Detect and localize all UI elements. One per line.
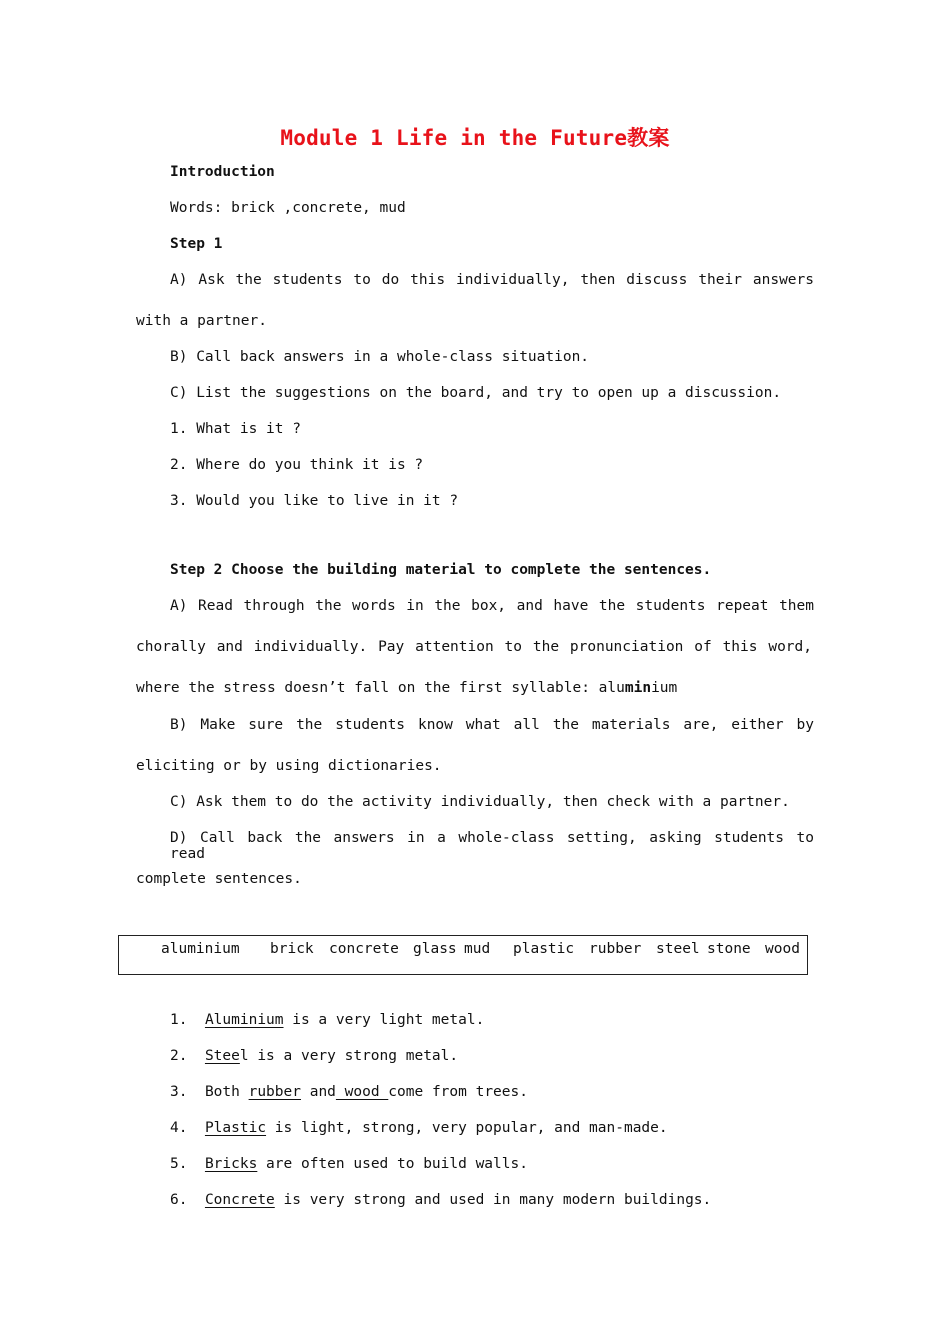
sentence-number: 2. bbox=[170, 1048, 188, 1064]
step2-a-line3 bbox=[136, 680, 677, 696]
word-box-item: stone bbox=[707, 941, 751, 957]
sentence-number: 4. bbox=[170, 1120, 188, 1136]
sentence-text: are often used to build walls. bbox=[257, 1156, 528, 1172]
sentence-text: and bbox=[300, 1084, 336, 1100]
sentence-number: 3. bbox=[170, 1084, 188, 1100]
introduction-heading: Introduction bbox=[170, 164, 275, 180]
step2-d-line1: D) Call back the answers in a whole-class setting, asking students to read bbox=[170, 830, 814, 862]
step1-heading: Step 1 bbox=[170, 236, 223, 252]
sentence-4 bbox=[170, 1120, 668, 1136]
step1-c: C) List the suggestions on the board, and try to open up a discussion. bbox=[170, 385, 782, 401]
step1-a-line1: A) Ask the students to do this individually, then discuss their answers bbox=[170, 272, 814, 288]
answer-blank: wood bbox=[335, 1084, 389, 1100]
answer-blank: rubber bbox=[248, 1084, 301, 1100]
word-box-item: steel bbox=[656, 941, 700, 957]
step2-a-line3-pre: where the stress doesn’t fall on the first syllable: alu bbox=[136, 680, 625, 696]
stressed-syllable: min bbox=[624, 680, 652, 696]
sentence-text: is light, strong, very popular, and man-made. bbox=[266, 1120, 668, 1136]
word-box-item: glass bbox=[413, 941, 457, 957]
step1-question-2: 2. Where do you think it is ? bbox=[170, 457, 424, 473]
word-box-item: concrete bbox=[329, 941, 399, 957]
answer-blank: Concrete bbox=[204, 1192, 275, 1208]
document-title: Module 1 Life in the Future教案 bbox=[280, 126, 670, 150]
word-box-item: rubber bbox=[589, 941, 642, 957]
sentence-3 bbox=[170, 1084, 528, 1100]
step2-heading: Step 2 Choose the building material to complete the sentences. bbox=[170, 562, 712, 578]
step2-b-line1: B) Make sure the students know what all the materials are, either by bbox=[170, 717, 814, 733]
step1-a-line2: with a partner. bbox=[136, 313, 267, 329]
step2-a-line3-post: ium bbox=[651, 680, 678, 696]
sentence-6 bbox=[170, 1192, 711, 1208]
sentence-1 bbox=[170, 1012, 484, 1028]
words-line: Words: brick ,concrete, mud bbox=[170, 200, 406, 216]
answer-tail: l bbox=[239, 1048, 249, 1064]
step1-question-3: 3. Would you like to live in it ? bbox=[170, 493, 459, 509]
step1-question-1: 1. What is it ? bbox=[170, 421, 301, 437]
sentence-text: is a very strong metal. bbox=[248, 1048, 459, 1064]
word-box-item: aluminium bbox=[161, 941, 240, 957]
sentence-text: come from trees. bbox=[388, 1084, 528, 1100]
step2-a-line2: chorally and individually. Pay attention to the pronunciation of this word, bbox=[136, 639, 812, 655]
sentence-number: 5. bbox=[170, 1156, 188, 1172]
sentence-text: is very strong and used in many modern buildings. bbox=[274, 1192, 712, 1208]
word-box-item: wood bbox=[765, 941, 800, 957]
step2-a-line1: A) Read through the words in the box, and have the students repeat them bbox=[170, 598, 814, 614]
step2-c: C) Ask them to do the activity individually, then check with a partner. bbox=[170, 794, 790, 810]
step2-d-line2: complete sentences. bbox=[136, 871, 302, 887]
word-box bbox=[118, 935, 808, 975]
step2-b-line2: eliciting or by using dictionaries. bbox=[136, 758, 442, 774]
answer-blank: Stee bbox=[204, 1048, 240, 1064]
sentence-2 bbox=[170, 1048, 458, 1064]
word-box-item: plastic bbox=[513, 941, 575, 957]
sentence-text: is a very light metal. bbox=[283, 1012, 485, 1028]
word-box-item: brick bbox=[270, 941, 314, 957]
answer-blank: Aluminium bbox=[204, 1012, 284, 1028]
step1-b: B) Call back answers in a whole-class situation. bbox=[170, 349, 590, 365]
sentence-text: Both bbox=[204, 1084, 249, 1100]
sentence-number: 1. bbox=[170, 1012, 188, 1028]
answer-blank: Plastic bbox=[204, 1120, 267, 1136]
sentence-number: 6. bbox=[170, 1192, 188, 1208]
sentence-5 bbox=[170, 1156, 528, 1172]
word-box-item: mud bbox=[464, 941, 491, 957]
answer-blank: Bricks bbox=[204, 1156, 258, 1172]
